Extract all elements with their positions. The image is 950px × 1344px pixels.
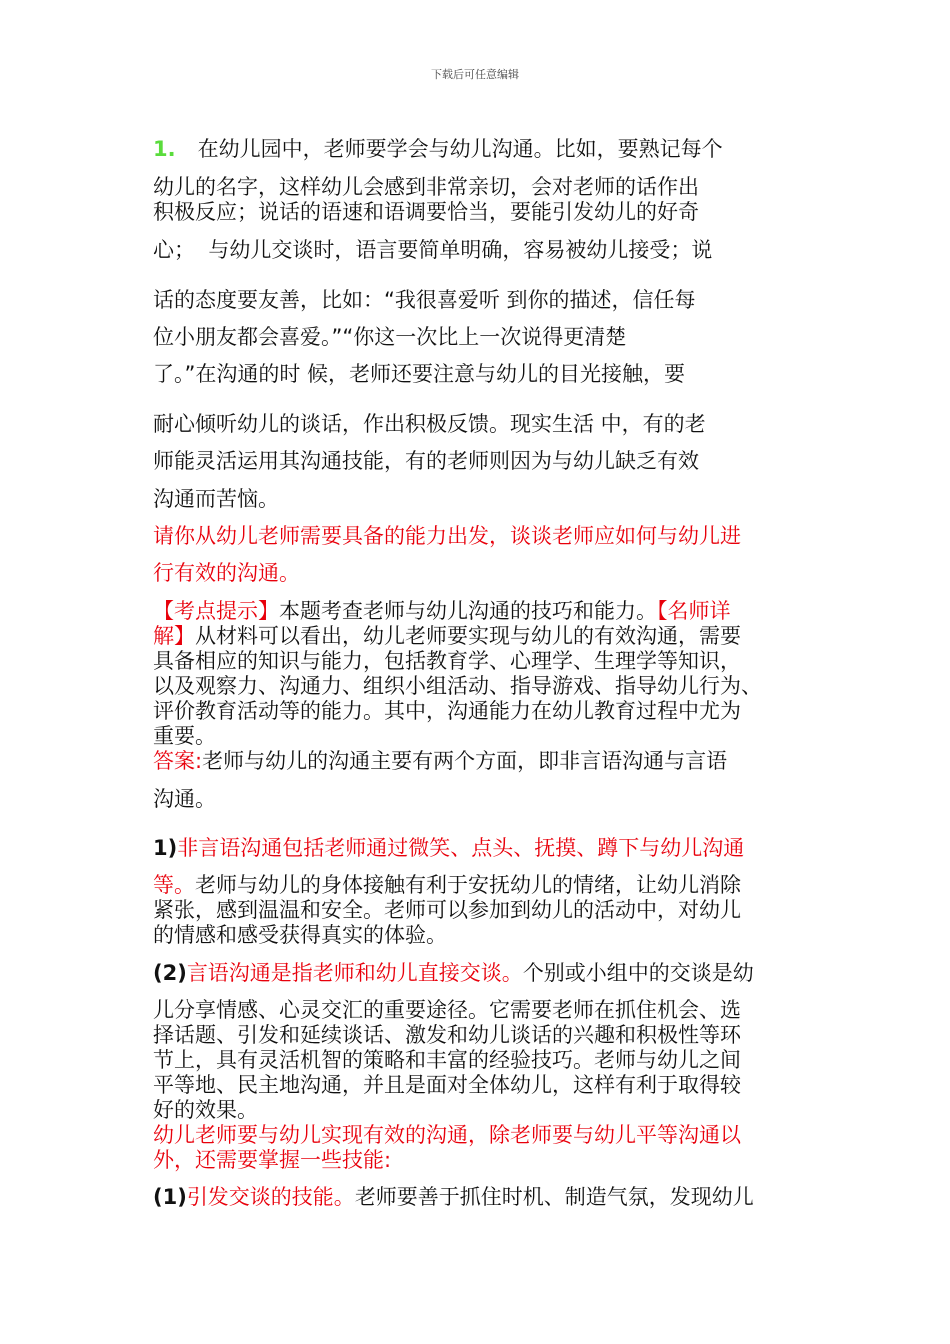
skill1-text: 老师要善于抓住时机、制造气氛，发现幼儿 [354,1185,754,1209]
point2-text: 个别或小组中的交谈是幼 [522,961,754,985]
q1-line-6: 位小朋友都会喜爱。”“你这一次比上一次说得更清楚 [153,325,627,349]
q1-line-3: 积极反应；说话的语速和语调要恰当，要能引发幼儿的好奇 [153,200,699,224]
point1-line-3: 紧张，感到温温和安全。老师可以参加到幼儿的活动中，对幼儿 [153,898,741,922]
point1-text: 老师与幼儿的身体接触有利于安抚幼儿的情绪，让幼儿消除 [195,873,741,897]
skill1-number: (1) [153,1185,187,1209]
hint-line-3: 具备相应的知识与能力，包括教育学、心理学、生理学等知识， [153,649,741,673]
q1-line-1 [153,137,723,162]
hint-line-6: 重要。 [153,724,216,748]
hint-text-1: 本题考查老师与幼儿沟通的技巧和能力。 [279,599,657,623]
page-header: 下载后可任意编辑 [431,68,519,81]
point2-line-6: 好的效果。 [153,1098,258,1122]
point2-line-3: 择话题、引发和延续谈话、激发和幼儿谈话的兴趣和积极性等环 [153,1023,741,1047]
q1-line-8: 耐心倾听幼儿的谈话，作出积极反馈。现实生活 中，有的老 [153,412,706,436]
skills-line-2: 外，还需要掌握一些技能: [153,1148,392,1172]
answer-line-1 [153,749,727,774]
point2-red-text: 言语沟通是指老师和幼儿直接交谈。 [186,961,523,985]
q1-line-9: 师能灵活运用其沟通技能，有的老师则因为与幼儿缺乏有效 [153,449,699,473]
point1-red-text: 非言语沟通包括老师通过微笑、点头、抚摸、蹲下与幼儿沟通 [177,836,745,860]
point2-line-5: 平等地、民主地沟通，并且是面对全体幼儿，这样有利于取得较 [153,1073,741,1097]
question-line-1: 请你从幼儿老师需要具备的能力出发，谈谈老师应如何与幼儿进 [153,524,741,548]
q1-line-7: 了。”在沟通的时 候，老师还要注意与幼儿的目光接触，要 [153,362,686,386]
point2-line-2: 儿分享情感、心灵交汇的重要途径。它需要老师在抓住机会、选 [153,998,741,1022]
hint-label-mingshi: 【名师详 [657,599,731,623]
q1-text: 在幼儿园中，老师要学会与幼儿沟通。比如，要熟记每个 [197,137,723,161]
answer-text: 老师与幼儿的沟通主要有两个方面，即非言语沟通与言语 [202,749,728,773]
q1-line-5: 话的态度要友善，比如：“我很喜爱听 到你的描述，信任每 [153,288,696,312]
point1-red-tail: 等。 [153,873,195,897]
point1-line-1 [153,836,744,861]
q1-line-2: 幼儿的名字，这样幼儿会感到非常亲切，会对老师的话作出 [153,175,699,199]
q1-number: 1. [153,137,176,161]
q1-line-10: 沟通而苦恼。 [153,487,279,511]
point2-number: (2) [153,961,187,985]
point1-number: 1) [153,836,178,860]
hint-line-1 [153,599,731,624]
point1-line-4: 的情感和感受获得真实的体验。 [153,923,447,947]
point1-line-2 [153,873,741,898]
skill1-line-1 [153,1185,754,1210]
hint-line-5: 评价教育活动等的能力。其中，沟通能力在幼儿教育过程中尤为 [153,699,741,723]
answer-line-2: 沟通。 [153,787,216,811]
hint-label-jie: 解】 [153,624,195,648]
hint-line-2 [153,624,741,649]
question-line-2: 行有效的沟通。 [153,561,300,585]
hint-text-2: 从材料可以看出，幼儿老师要实现与幼儿的有效沟通，需要 [195,624,741,648]
hint-label-kaodian: 【考点提示】 [153,599,279,623]
point2-line-4: 节上，具有灵活机智的策略和丰富的经验技巧。老师与幼儿之间 [153,1048,741,1072]
q1-line-4: 心； 与幼儿交谈时，语言要简单明确，容易被幼儿接受；说 [153,238,713,262]
hint-line-4: 以及观察力、沟通力、组织小组活动、指导游戏、指导幼儿行为、 [153,674,762,698]
skills-line-1: 幼儿老师要与幼儿实现有效的沟通，除老师要与幼儿平等沟通以 [153,1123,741,1147]
answer-label: 答案: [153,749,203,773]
point2-line-1 [153,961,754,986]
skill1-red-text: 引发交谈的技能。 [186,1185,355,1209]
